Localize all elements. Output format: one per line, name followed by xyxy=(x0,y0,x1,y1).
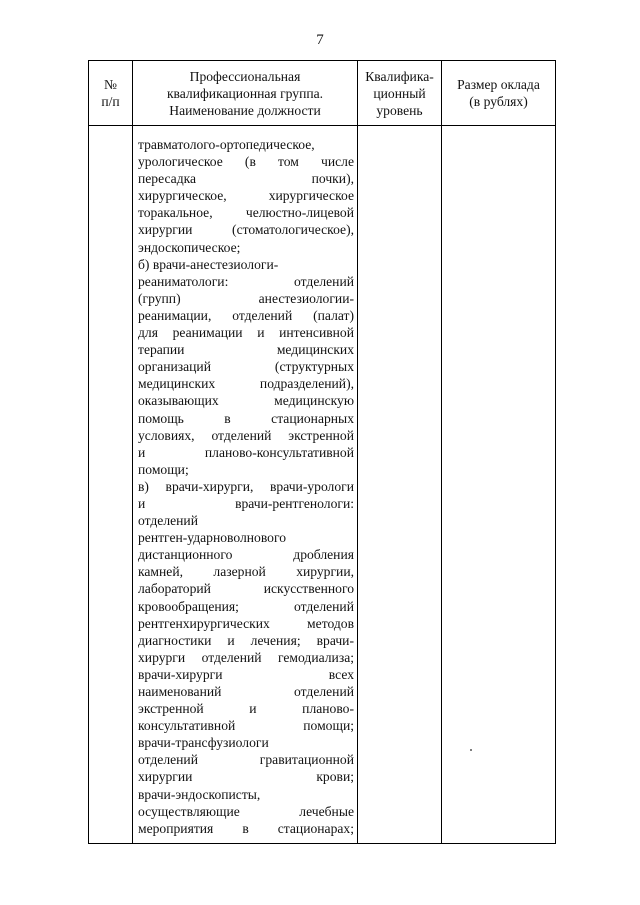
text-line: хирургическое, хирургическое xyxy=(138,188,354,204)
text-line: отделений xyxy=(138,513,198,529)
cell-position-names xyxy=(133,126,358,844)
text-line: врачи-хирурги всех xyxy=(138,666,354,682)
header-num-line: п/п xyxy=(101,94,120,109)
header-salary-line: (в рублях) xyxy=(469,94,528,109)
text-line: помощи; xyxy=(138,461,189,477)
text-line: б) врачи-анестезиологи- xyxy=(138,256,279,272)
text-line: (групп) анестезиологии- xyxy=(138,290,354,306)
header-num xyxy=(89,61,133,126)
text-line: дистанционного дробления xyxy=(138,547,354,563)
text-line: рентген-ударноволнового xyxy=(138,530,286,546)
text-line: наименований отделений xyxy=(138,684,354,699)
text-line: реаниматологи: отделений xyxy=(138,273,354,289)
text-line: в) врачи-хирурги, врачи-урологи xyxy=(138,478,354,494)
scan-speck xyxy=(470,749,472,751)
header-num-line: № xyxy=(104,77,117,92)
text-line: помощь в стационарных xyxy=(138,410,354,426)
table-header-row xyxy=(89,61,556,126)
header-group-line: квалификационная группа. xyxy=(166,85,324,101)
header-salary-line: Размер оклада xyxy=(457,77,540,92)
text-line: медицинских подразделений), xyxy=(138,376,354,392)
text-line: диагностики и лечения; врачи- xyxy=(138,632,354,648)
text-line: хирургии крови; xyxy=(138,769,354,785)
text-line: оказывающих медицинскую xyxy=(138,393,354,409)
text-line: терапии медицинских xyxy=(138,342,354,358)
cell-num xyxy=(89,126,133,844)
text-line: для реанимации и интенсивной xyxy=(138,325,354,341)
text-line: осуществляющие лечебные xyxy=(138,803,354,819)
text-line: экстренной и планово- xyxy=(138,701,354,717)
text-line: камней, лазерной хирургии, xyxy=(138,564,354,580)
text-line: урологическое (в том числе xyxy=(138,154,354,170)
text-line: и врачи-рентгенологи: xyxy=(138,495,354,511)
header-level-line: уровень xyxy=(376,102,423,118)
header-level-line: ционный xyxy=(373,85,426,101)
text-line: рентгенхирургических методов xyxy=(138,615,354,631)
text-line: и планово-консультативной xyxy=(138,444,354,460)
header-salary xyxy=(442,61,556,126)
header-group-line: Профессиональная xyxy=(189,68,301,84)
text-line: хирургии (стоматологическое), xyxy=(138,222,354,238)
cell-salary xyxy=(442,126,556,844)
text-line: реанимации, отделений (палат) xyxy=(138,307,354,323)
text-line: лабораторий искусственного xyxy=(138,581,354,597)
text-line: условиях, отделений экстренной xyxy=(138,427,354,443)
text-line: кровообращения; отделений xyxy=(138,598,354,614)
text-line: врачи-эндоскописты, xyxy=(138,786,261,802)
table-row xyxy=(89,126,556,844)
text-line: торакальное, челюстно-лицевой xyxy=(138,205,354,221)
text-line: консультативной помощи; xyxy=(138,718,354,734)
text-line: организаций (структурных xyxy=(138,359,354,375)
text-line: отделений гравитационной xyxy=(138,752,354,768)
position-text xyxy=(138,136,354,837)
text-line: хирурги отделений гемодиализа; xyxy=(138,649,354,665)
header-level-line: Квалифика- xyxy=(365,68,434,84)
text-line: эндоскопическое; xyxy=(138,239,241,255)
text-line: травматолого-ортопедическое, xyxy=(138,137,315,152)
salary-table xyxy=(88,60,556,844)
page-number: 7 xyxy=(316,32,324,48)
header-group xyxy=(133,61,358,126)
header-group-line: Наименование должности xyxy=(169,102,321,118)
text-line: пересадка почки), xyxy=(138,171,354,187)
header-level xyxy=(358,61,442,126)
text-line: мероприятия в стационарах; xyxy=(138,820,354,836)
text-line: врачи-трансфузиологи xyxy=(138,735,269,751)
cell-level xyxy=(358,126,442,844)
